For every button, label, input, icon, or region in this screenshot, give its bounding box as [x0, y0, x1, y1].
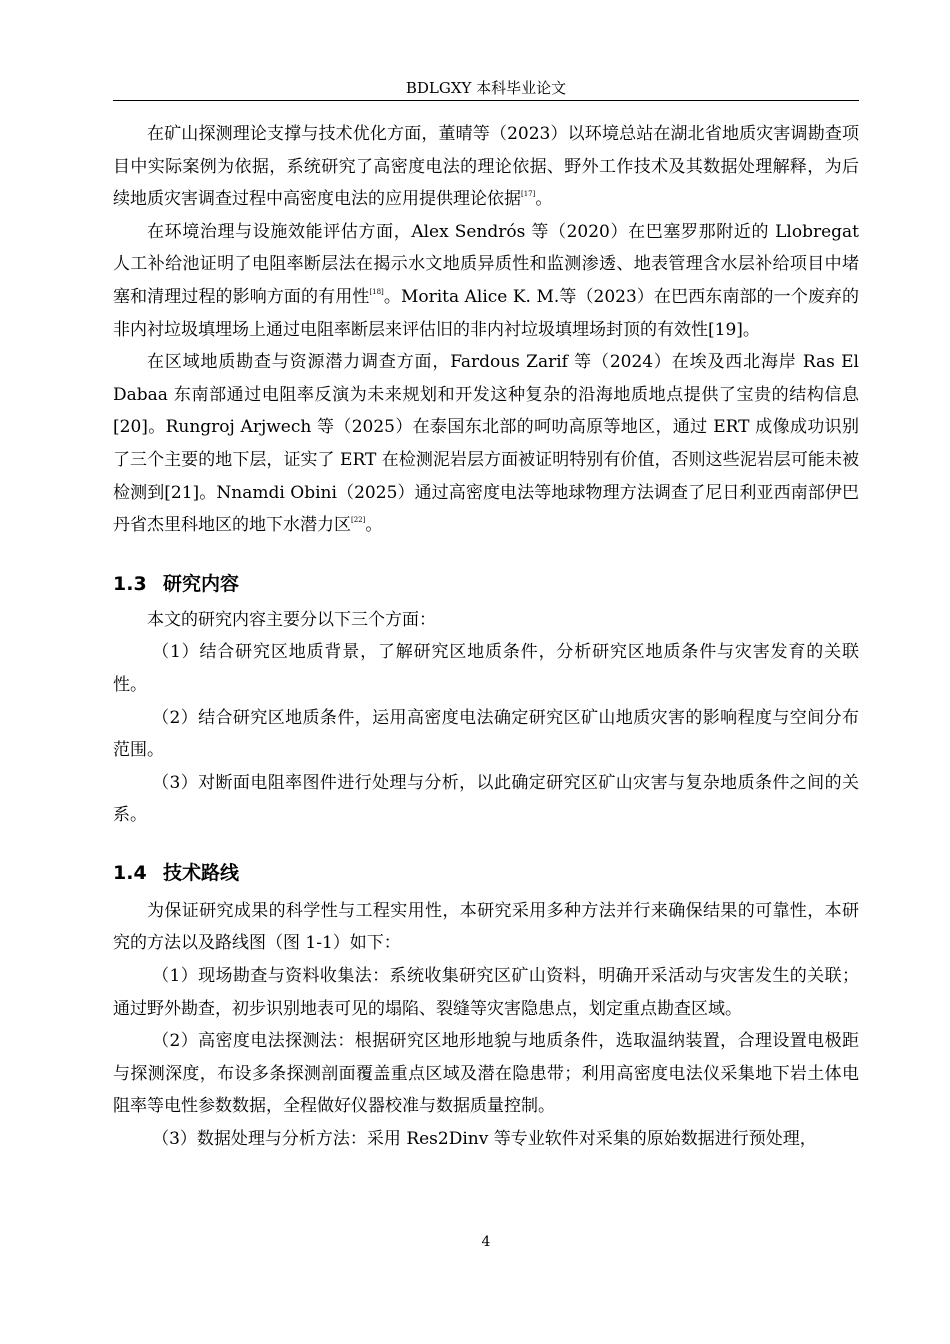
section-title: 研究内容 — [163, 572, 240, 595]
section-number: 1.3 — [113, 572, 147, 595]
page-number: 4 — [481, 1234, 491, 1250]
header-rule — [113, 100, 859, 101]
list-item: （3）数据处理与分析方法：采用 Res2Dinv 等专业软件对采集的原始数据进行预处理， — [152, 1129, 817, 1150]
paragraph-regional-survey: 在区域地质勘查与资源潜力调查方面，Fardous Zarif 等（2024）在埃及西北海岸 Ras El Dabaa 东南部通过电阻率反演为未来规划和开发这种复杂的沿海地质地点提供了宝贵的结构信息[20]。Rungroj Arjwech 等（2025）在泰国东北部的呵叻高原等地区，通过 ERT 成像成功识别了三个主要的地下层，证实了 ERT 在检测泥岩层方面被证明特别有价值，否则这些泥岩层可能未被检测到[21]。Nnamdi Obini（2025）通过高密度电法等地球物理方法调查了尼日利亚西南部伊巴丹省杰里科地区的地下水潜力区[22]。 — [113, 352, 859, 536]
section-intro: 为保证研究成果的科学性与工程实用性，本研究采用多种方法并行来确保结果的可靠性，本研究的方法以及路线图（图 1-1）如下： — [113, 900, 859, 954]
citation-22: [22] — [351, 516, 366, 525]
list-item: （2）高密度电法探测法：根据研究区地形地貌与地质条件，选取温纳装置，合理设置电极距与探测深度，布设多条探测剖面覆盖重点区域及潜在隐患带；利用高密度电法仪采集地下岩土体电阻率等电性参数数据，全程做好仪器校准与数据质量控制。 — [113, 1031, 859, 1117]
section-intro: 本文的研究内容主要分以下三个方面： — [147, 609, 436, 630]
section-title: 技术路线 — [163, 861, 240, 884]
citation-17: [17] — [521, 190, 536, 199]
section-number: 1.4 — [113, 861, 147, 884]
page-header: BDLGXY 本科毕业论文 — [405, 79, 567, 97]
section-heading-1-3 — [113, 568, 859, 600]
citation-18: [18] — [369, 287, 384, 296]
section-heading-1-4 — [113, 857, 859, 889]
paragraph-mine-exploration: 在矿山探测理论支撑与技术优化方面，董晴等（2023）以环境总站在湖北省地质灾害调勘查项目中实际案例为依据，系统研究了高密度电法的理论依据、野外工作技术及其数据处理解释，为后续地质灾害调查过程中高密度电法的应用提供理论依据[17]。 — [113, 124, 859, 210]
list-item: （3）对断面电阻率图件进行处理与分析，以此确定研究区矿山灾害与复杂地质条件之间的关系。 — [113, 772, 859, 826]
list-item: （1）现场勘查与资料收集法：系统收集研究区矿山资料，明确开采活动与灾害发生的关联；通过野外勘查，初步识别地表可见的塌陷、裂缝等灾害隐患点，划定重点勘查区域。 — [113, 966, 859, 1019]
paragraph-environment: 在环境治理与设施效能评估方面，Alex Sendrós 等（2020）在巴塞罗那附近的 Llobregat 人工补给池证明了电阻率断层法在揭示水文地质异质性和监测渗透、地表管理含水层补给项目中堵塞和清理过程的影响方面的有用性[18]。Morita Alice K. M.等（2023）在巴西东南部的一个废弃的非内衬垃圾填埋场上通过电阻率断层来评估旧的非内衬垃圾填埋场封顶的有效性[19]。 — [113, 221, 860, 340]
list-item: （2）结合研究区地质条件，运用高密度电法确定研究区矿山地质灾害的影响程度与空间分布范围。 — [113, 707, 859, 761]
page-body — [113, 118, 859, 1156]
list-item: （1）结合研究区地质背景，了解研究区地质条件，分析研究区地质条件与灾害发育的关联性。 — [113, 642, 859, 695]
